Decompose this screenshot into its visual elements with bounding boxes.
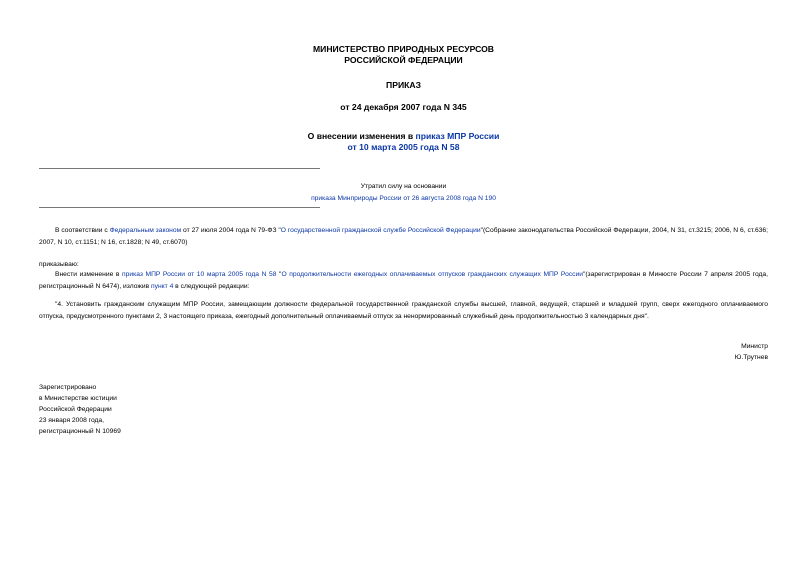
registration-block bbox=[39, 382, 239, 437]
clause-4-link[interactable]: пункт 4 bbox=[151, 283, 174, 290]
bottom-divider bbox=[39, 207, 320, 208]
civil-service-law-link[interactable]: О государственной гражданской службе Российской Федерации bbox=[280, 227, 481, 234]
doc-title-link[interactable]: приказ МПР России bbox=[415, 131, 500, 141]
registration-line-4: 23 января 2008 года, bbox=[39, 417, 105, 424]
preamble-text-1: В соответствии с bbox=[55, 227, 110, 234]
doc-title-prefix: О внесении изменения в bbox=[307, 131, 416, 141]
doc-title-line-2[interactable]: от 10 марта 2005 года N 58 bbox=[347, 142, 460, 152]
status-note bbox=[160, 181, 647, 205]
registration-line-5: регистрационный N 10969 bbox=[39, 428, 121, 435]
amend-paragraph bbox=[39, 269, 768, 293]
registration-line-3: Российской Федерации bbox=[39, 406, 112, 413]
preamble-text-2: от 27 июля 2004 года N 79-ФЗ " bbox=[181, 227, 281, 234]
registration-line-1: Зарегистрировано bbox=[39, 384, 97, 391]
amend-text-4: в следующей редакции: bbox=[173, 283, 250, 290]
order-58-link[interactable]: приказ МПР России от 10 марта 2005 года N 58 bbox=[122, 271, 277, 278]
preamble-paragraph bbox=[39, 225, 768, 249]
clause-4-paragraph: "4. Установить гражданским служащим МПР России, замещающим должности федеральной государственной гражданской службы высшей, главной, ведущей, старшей и младшей групп, сверх ежегодного оплачиваемого отпуска, предусмотренного пунктами 2, 3 настоящего приказа, ежегодный дополнительный оплачиваемый отпуск за ненормированный служебный день продолжительностью 3 календарных дня". bbox=[39, 301, 768, 320]
doc-title bbox=[160, 131, 647, 153]
top-divider bbox=[39, 168, 320, 169]
federal-law-link[interactable]: Федеральным законом bbox=[109, 227, 182, 234]
amend-text-3: "(зарегистрирован в Минюсте России 7 апреля 2005 года, регистрационный N 6474), изложив bbox=[39, 271, 768, 290]
signature-block bbox=[618, 341, 768, 363]
order-word: приказываю: bbox=[39, 261, 79, 268]
registration-line-2: в Министерстве юстиции bbox=[39, 395, 117, 402]
preamble-text-3: "(Собрание законодательства Российской Федерации, 2004, N 31, ст.3215; 2006, N 6, ст.636; 2007, N 10, ст.1151; N 16, ст.1828; N 49, ст.6070) bbox=[39, 227, 768, 246]
status-line-1: Утратил силу на основании bbox=[360, 183, 447, 190]
amend-text-2: " bbox=[276, 271, 282, 278]
ministry-name bbox=[160, 44, 647, 66]
ministry-line-2: РОССИЙСКОЙ ФЕДЕРАЦИИ bbox=[344, 55, 463, 65]
leave-duration-link[interactable]: О продолжительности ежегодных оплачиваемых отпусков гражданских служащих МПР России bbox=[281, 271, 583, 278]
status-link[interactable]: приказа Минприроды России от 26 августа 2008 года N 190 bbox=[311, 195, 496, 202]
ministry-line-1: МИНИСТЕРСТВО ПРИРОДНЫХ РЕСУРСОВ bbox=[313, 44, 494, 54]
signature-name: Ю.Трутнев bbox=[734, 354, 768, 361]
doc-type: ПРИКАЗ bbox=[386, 80, 421, 90]
signature-position: Министр bbox=[741, 343, 768, 350]
doc-date-number: от 24 декабря 2007 года N 345 bbox=[340, 102, 467, 112]
amend-text-1: Внести изменение в bbox=[55, 271, 123, 278]
